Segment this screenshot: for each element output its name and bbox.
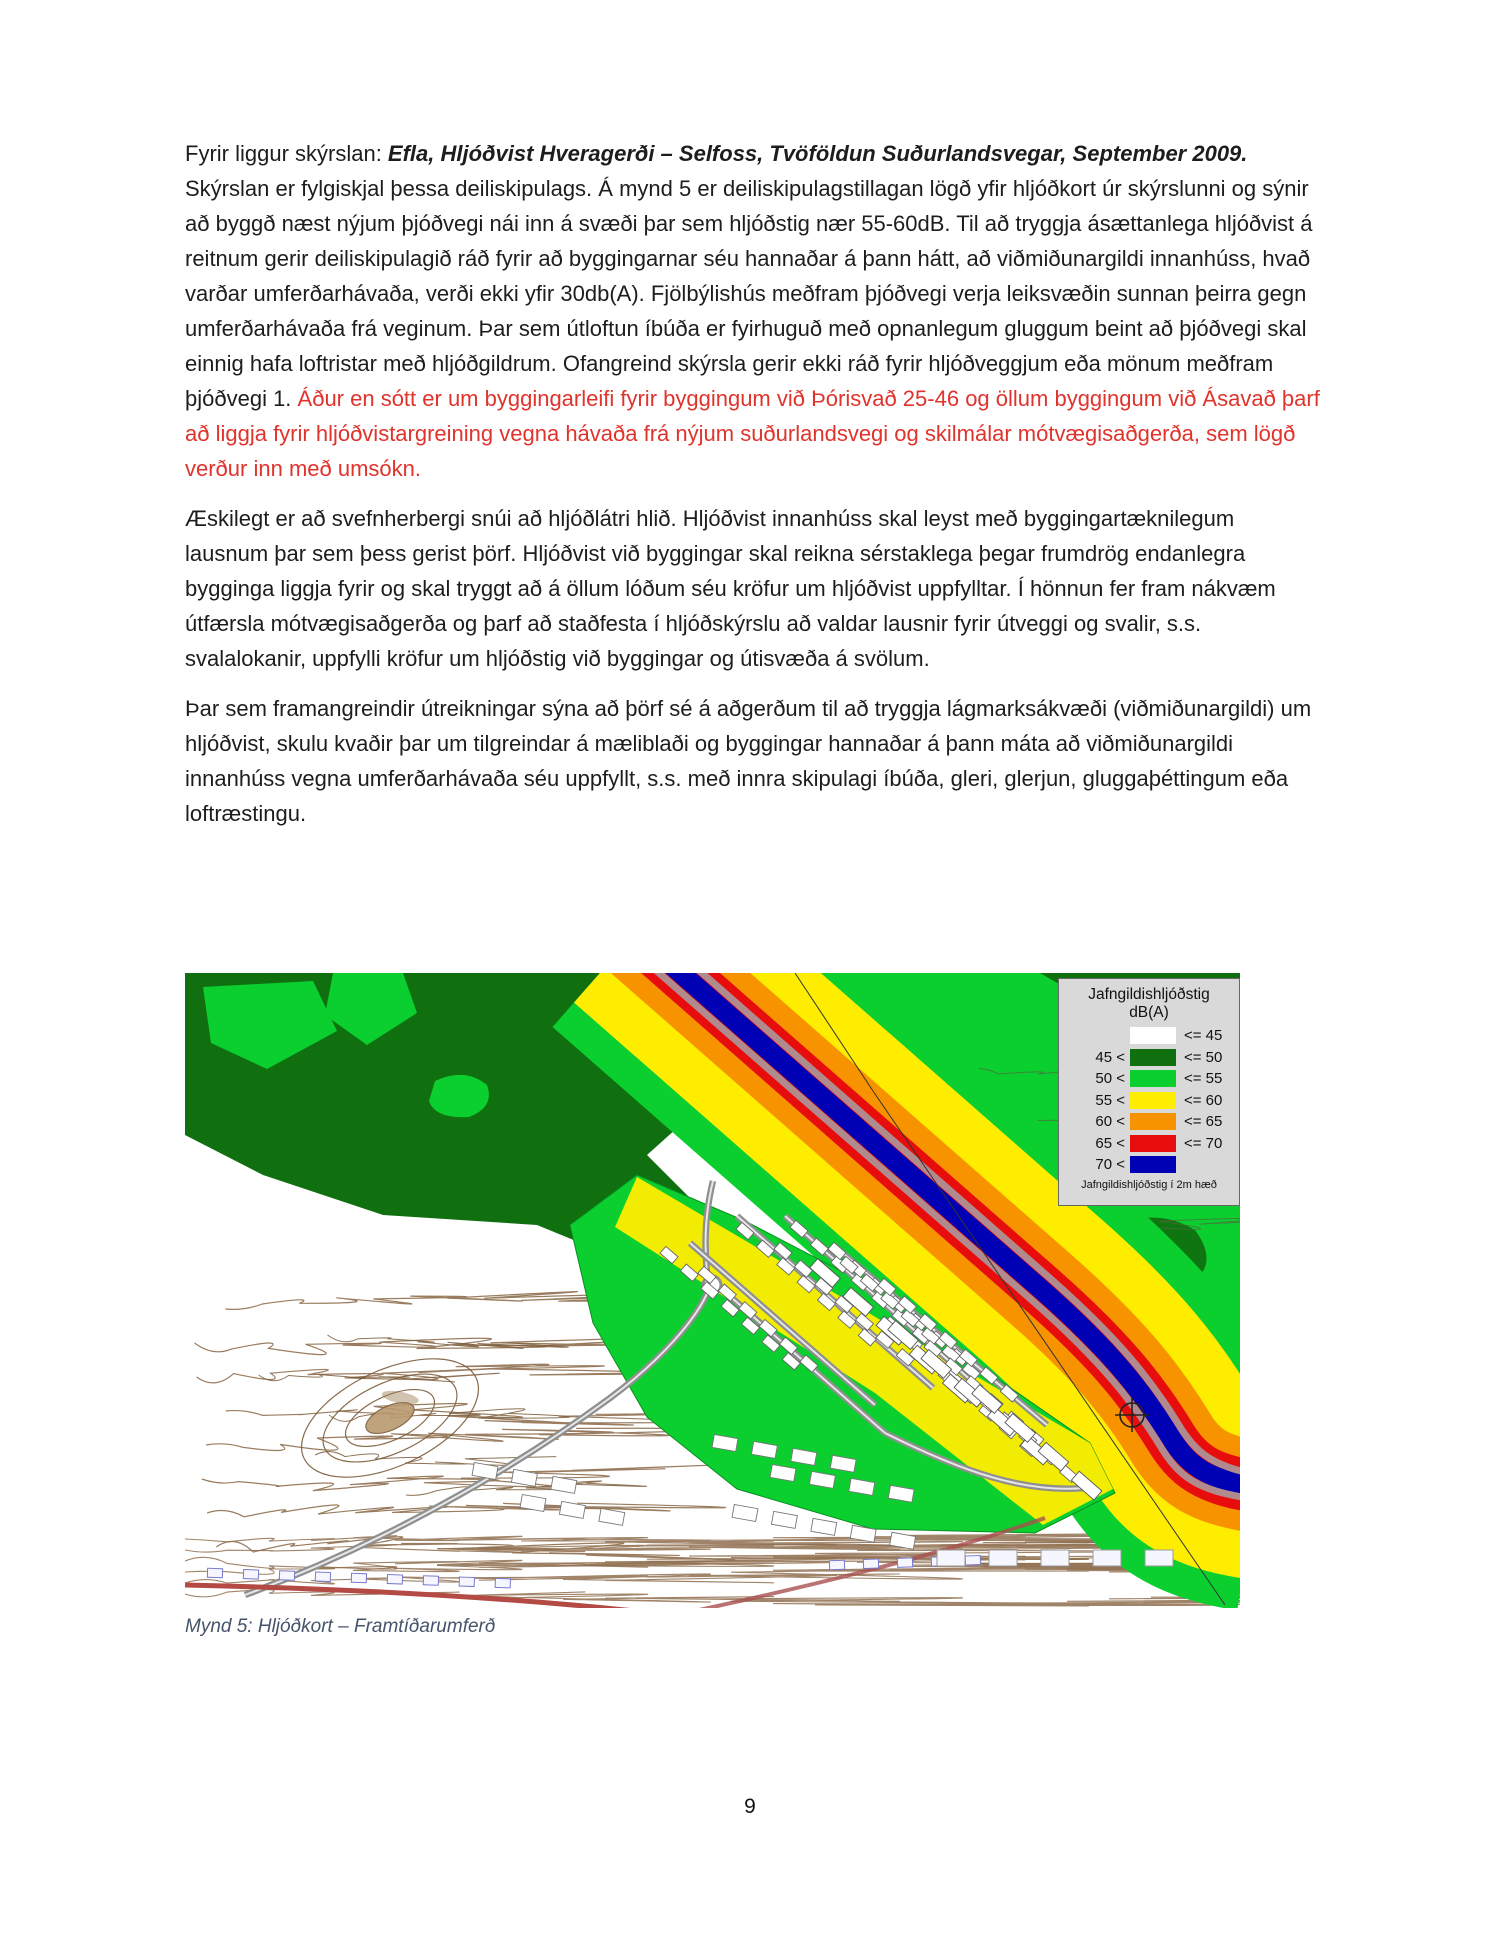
legend-title-line2: dB(A) <box>1129 1004 1169 1021</box>
paragraph-3: Þar sem framangreindir útreikningar sýna að þörf sé á aðgerðum til að tryggja lágmarksákvæði (viðmiðunargildi) um hljóðvist, skulu kvaðir þar um tilgreindar á mæliblaði og byggingar hannaðar á þann máta að viðmiðunargildi innanhúss vegna umferðarhávaða séu uppfyllt, s.s. með innra skipulagi íbúða, gleri, glerjun, gluggaþéttingum eða loftræstingu. <box>185 696 1312 826</box>
noise-map <box>185 973 1240 1608</box>
p1-red-requirement: Áður en sótt er um byggingarleifi fyrir byggingum við Þórisvað 25-46 og öllum byggingum við Ásavað þarf að liggja fyrir hljóðvistargreining vegna hávaða frá nýjum suðurlandsvegi og skilmálar mótvægisaðgerða, sem lögð verður inn með umsókn. <box>185 386 1320 481</box>
legend-swatch <box>1130 1156 1176 1173</box>
figure-mynd-5 <box>185 973 1240 1638</box>
legend-rows <box>1059 1025 1239 1176</box>
legend-swatch <box>1130 1092 1176 1109</box>
legend-swatch <box>1130 1027 1176 1044</box>
legend-row: 60 < <= 65 <box>1095 1113 1223 1131</box>
legend-row: 50 < <= 55 <box>1095 1070 1223 1088</box>
legend-row: 70 < <box>1059 1154 1239 1176</box>
figure-caption: Mynd 5: Hljóðkort – Framtíðarumferð <box>185 1616 496 1637</box>
paragraph-2: Æskilegt er að svefnherbergi snúi að hljóðlátri hlið. Hljóðvist innanhúss skal leyst með byggingartæknilegum lausnum þar sem þess gerist þörf. Hljóðvist við byggingar skal reikna sérstaklega þegar frumdrög endanlegra bygginga liggja fyrir og skal tryggt að á öllum lóðum séu kröfur um hljóðvist uppfylltar. Í hönnun fer fram nákvæm útfærsla mótvægisaðgerða og þarf að staðfesta í hljóðskýrslu að valdar lausnir fyrir útveggi og svalir, s.s. svalalokanir, uppfylli kröfur um hljóðstig við byggingar og útisvæða á svölum. <box>185 506 1276 671</box>
text-block <box>185 136 1321 846</box>
map-legend <box>1058 978 1240 1206</box>
page-number: 9 <box>744 1795 756 1818</box>
legend-row: <= 45 <box>1059 1025 1239 1047</box>
legend-swatch <box>1130 1049 1176 1066</box>
legend-row: 45 < <= 50 <box>1095 1048 1223 1066</box>
legend-swatch <box>1130 1135 1176 1152</box>
paragraph-1 <box>185 136 1321 486</box>
legend-title-line1: Jafngildishljóðstig <box>1088 986 1210 1003</box>
p1-body: Skýrslan er fylgiskjal þessa deiliskipulags. Á mynd 5 er deiliskipulagstillagan lögð yfir hljóðkort úr skýrslunni og sýnir að byggð næst nýjum þjóðvegi nái inn á svæði þar sem hljóðstig nær 55-60dB. Til að tryggja ásættanlega hljóðvist á reitnum gerir deiliskipulagið ráð fyrir að byggingarnar séu hannaðar á þann hátt, að viðmiðunargildi innanhúss, hvað varðar umferðarhávaða, verði ekki yfir 30db(A). Fjölbýlishús meðfram þjóðvegi verja leiksvæðin sunnan þeirra gegn umferðarhávaða frá veginum. Þar sem útloftun íbúða er fyirhuguð með opnanlegum gluggum beint að þjóðvegi skal einnig hafa loftristar með hljóðgildrum. Ofangreind skýrsla gerir ekki ráð fyrir hljóðveggjum eða mönum meðfram þjóðvegi 1. <box>185 176 1313 411</box>
legend-swatch <box>1130 1070 1176 1087</box>
legend-footer: Jafngildishljóðstig í 2m hæð <box>1081 1178 1217 1191</box>
legend-row: 65 < <= 70 <box>1095 1134 1223 1152</box>
legend-row: 55 < <= 60 <box>1095 1091 1223 1109</box>
report-title: Efla, Hljóðvist Hveragerði – Selfoss, Tvöföldun Suðurlandsvegar, September 2009. <box>387 141 1248 166</box>
legend-swatch <box>1130 1113 1176 1130</box>
p1-intro: Fyrir liggur skýrslan: <box>185 141 388 166</box>
